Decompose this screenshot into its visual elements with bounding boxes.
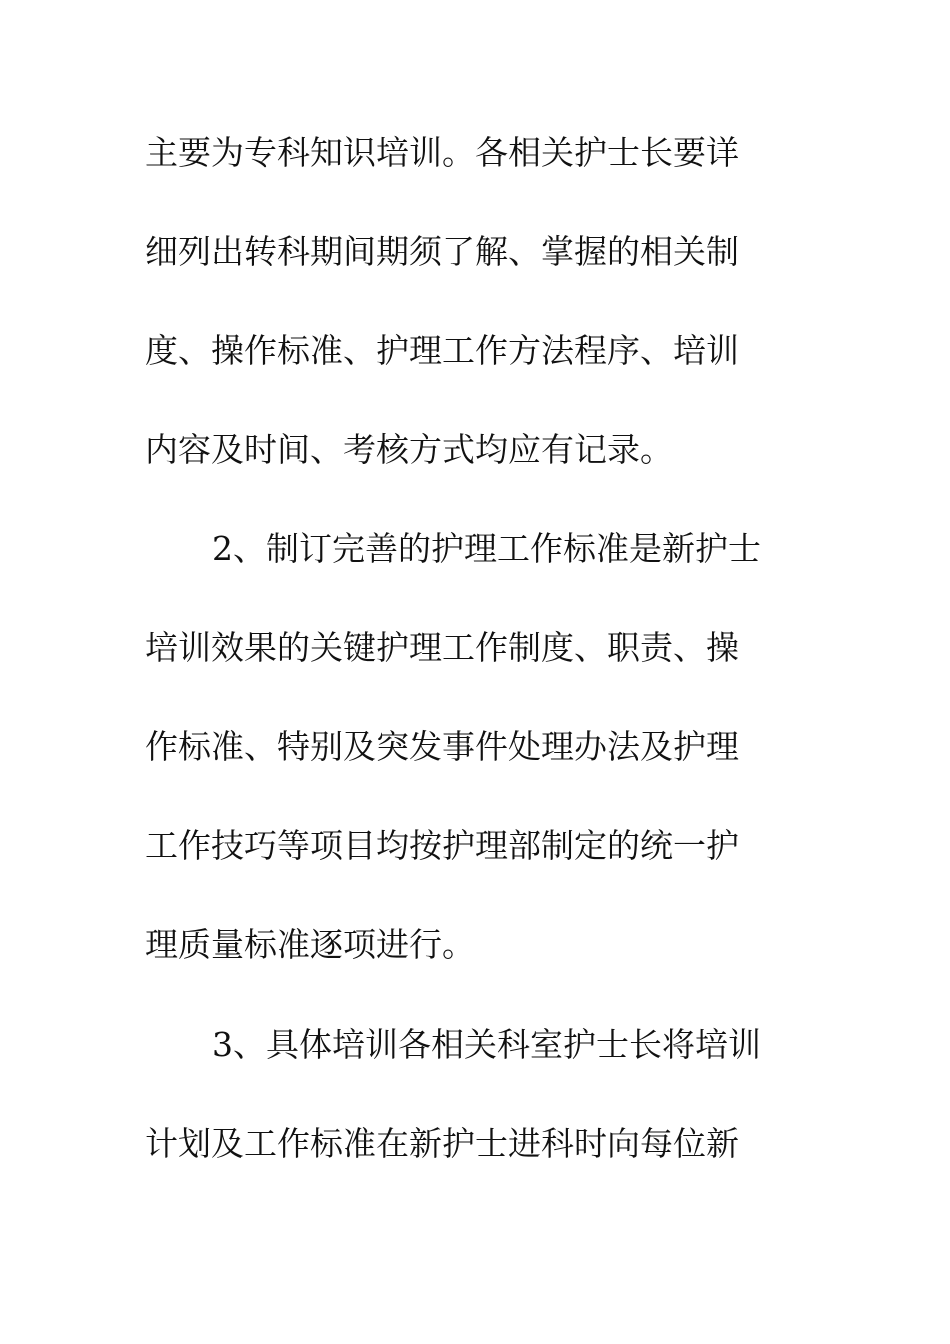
text-line: 计划及工作标准在新护士进科时向每位新 bbox=[145, 1124, 739, 1163]
paragraph-3-first-line: 3、具体培训各相关科室护士长将培训 bbox=[212, 1025, 761, 1064]
text-line: 度、操作标准、护理工作方法程序、培训 bbox=[145, 331, 739, 370]
text-line: 主要为专科知识培训。各相关护士长要详 bbox=[145, 133, 739, 172]
text-line: 工作技巧等项目均按护理部制定的统一护 bbox=[145, 826, 739, 865]
text-line: 理质量标准逐项进行。 bbox=[145, 925, 475, 964]
text-line: 内容及时间、考核方式均应有记录。 bbox=[145, 430, 673, 469]
text-line: 细列出转科期间期须了解、掌握的相关制 bbox=[145, 232, 739, 271]
text-line: 作标准、特别及突发事件处理办法及护理 bbox=[145, 727, 739, 766]
text-line: 培训效果的关键护理工作制度、职责、操 bbox=[145, 628, 739, 667]
paragraph-2-first-line: 2、制订完善的护理工作标准是新护士 bbox=[212, 529, 761, 568]
